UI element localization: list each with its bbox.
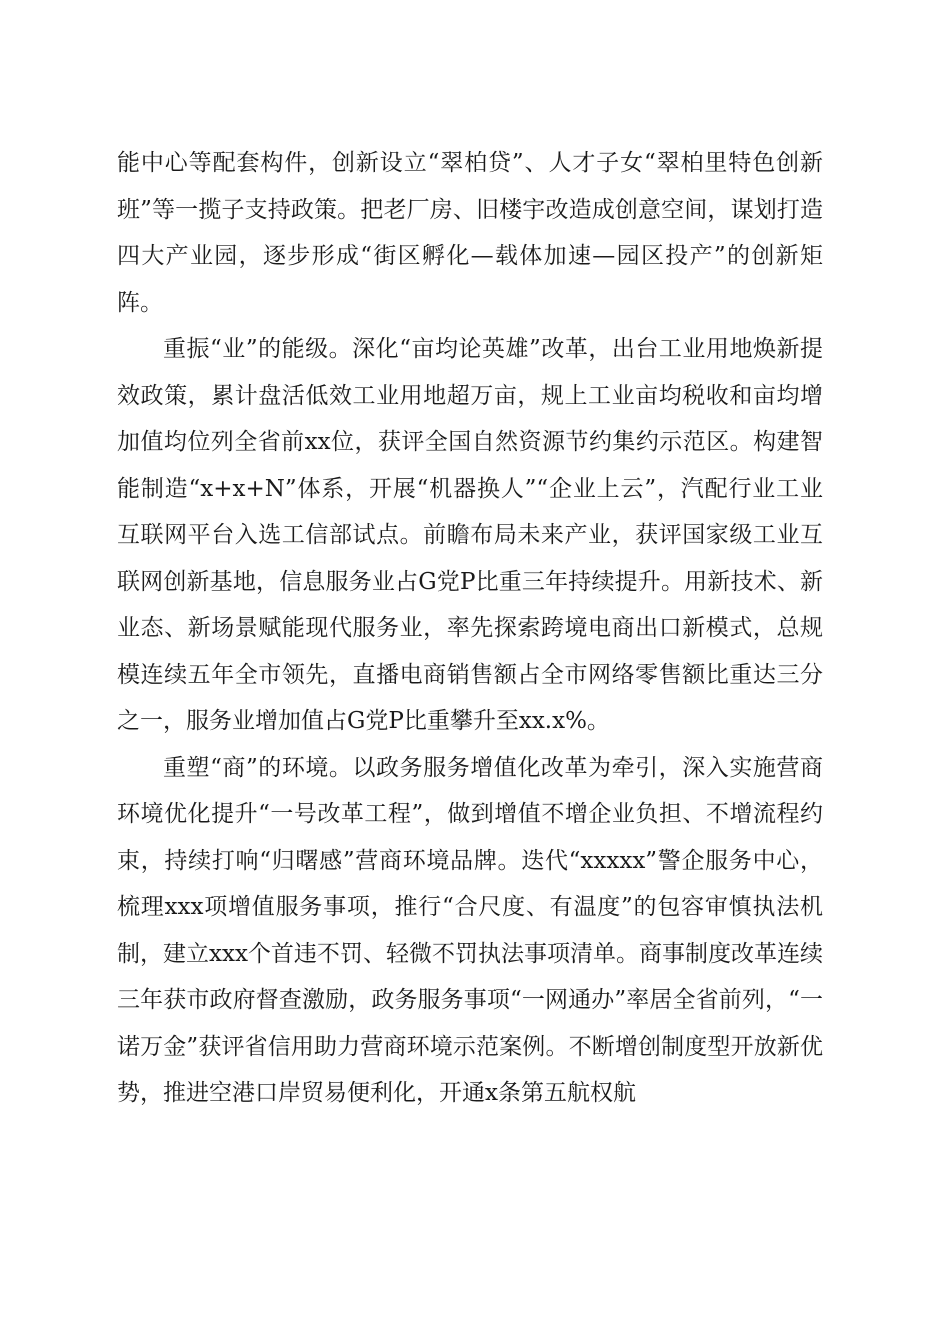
- body-text: [117, 140, 823, 1117]
- paragraph-business-environment: 重塑“商”的环境。以政务服务增值化改革为牵引，深入实施营商环境优化提升“一号改革工程”，做到增值不增企业负担、不增流程约束，持续打响“归曙感”营商环境品牌。迭代“xxxxx”警企服务中心，梳理xxx项增值服务事项，推行“合尺度、有温度”的包容审慎执法机制，建立xxx个首违不罚、轻微不罚执法事项清单。商事制度改革连续三年获市政府督查激励，政务服务事项“一网通办”率居全省前列，“一诺万金”获评省信用助力营商环境示范案例。不断增创制度型开放新优势，推进空港口岸贸易便利化，开通x条第五航权航: [117, 754, 823, 1106]
- paragraph-continuation: 能中心等配套构件，创新设立“翠柏贷”、人才子女“翠柏里特色创新班”等一揽子支持政策。把老厂房、旧楼宇改造成创意空间，谋划打造四大产业园，逐步形成“街区孵化—载体加速—园区投产”的创新矩阵。: [117, 150, 823, 316]
- paragraph-industry: 重振“业”的能级。深化“亩均论英雄”改革，出台工业用地焕新提效政策，累计盘活低效工业用地超万亩，规上工业亩均税收和亩均增加值均位列全省前xx位，获评全国自然资源节约集约示范区。构建智能制造“x+x+N”体系，开展“机器换人”“企业上云”，汽配行业工业互联网平台入选工信部试点。前瞻布局未来产业，获评国家级工业互联网创新基地，信息服务业占G党P比重三年持续提升。用新技术、新业态、新场景赋能现代服务业，率先探索跨境电商出口新模式，总规模连续五年全市领先，直播电商销售额占全市网络零售额比重达三分之一，服务业增加值占G党P比重攀升至xx.x%。: [117, 336, 823, 734]
